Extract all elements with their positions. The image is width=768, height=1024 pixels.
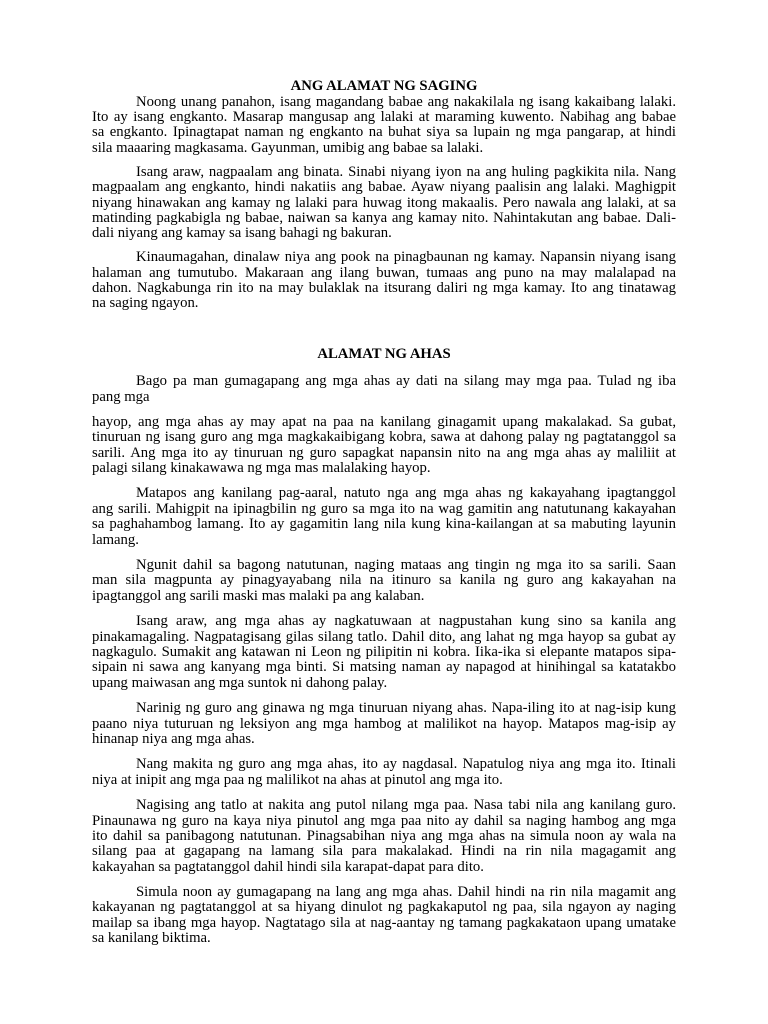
text-line: pinakamagaling. Nagpatagisang gilas silang tatlo. Dahil dito, ang lahat ng mga hayop sa gubat ay: [92, 628, 676, 645]
text-line: sila maaaring magkasama. Gayunman, umibig ang babae sa lalaki.: [92, 139, 484, 156]
text-line: Isang araw, nagpaalam ang binata. Sinabi niyang iyon na ang huling pagkikita nila. Nang: [136, 163, 676, 180]
story-section-saging: [92, 79, 676, 311]
text-line: silang paa at gagapang na lamang sila para makalakad. Hindi na rin nila magagamit ang: [92, 843, 676, 860]
document-body: [92, 79, 676, 946]
story-section-ahas: [92, 347, 676, 946]
text-line: Ngunit dahil sa bagong natutunan, naging mataas ang tingin ng mga ito sa sarili. Saan: [136, 557, 676, 574]
text-line: Narinig ng guro ang ginawa ng mga tinuruan niyang ahas. Napa-iling ito at nag-isip kung: [136, 700, 676, 717]
text-line: sa paghahambog lamang. Ito ay gagamitin lang nila kung kina-kailangan at sa mabuting layunin: [92, 516, 676, 533]
text-line: sa engkanto. Ipinagtapat naman ng engkanto na buhat siya sa lupain ng mga pangarap, at hindi: [92, 124, 676, 141]
text-line: magpaalam ang engkanto, hindi nakatiis ang babae. Ayaw niyang paalisin ang lalaki. Maghigpit: [92, 179, 676, 196]
text-line: niya at inipit ang mga paa ng malilikot na ahas at pinutol ang mga ito.: [92, 771, 503, 788]
text-line: na saging ngayon.: [92, 295, 199, 312]
text-line: Pinaunawa ng guro na kaya niya pinutol ang mga paa nito ay dahil sa naging hambog ang mga: [92, 812, 676, 829]
text-line: niyang hinawakan ang kamay ng lalaki para huwag itong makaalis. Pero nawala ang lalaki, at sa: [92, 194, 676, 211]
text-line: upang maiwasan ang mga suntok ni dahong palay.: [92, 674, 388, 691]
text-line: pang mga: [92, 388, 150, 405]
text-line: Isang araw, ang mga ahas ay nagkatuwaan at nagpustahan kung sino sa kanila ang: [136, 613, 676, 630]
text-line: hinanap niya ang mga ahas.: [92, 730, 255, 747]
paragraph: [92, 95, 676, 157]
text-line: hayop, ang mga ahas ay may apat na paa na kanilang ginagamit upang makalakad. Sa gubat,: [92, 413, 676, 430]
paragraph: [92, 798, 676, 875]
text-line: dali niyang ang kamay sa isang bahagi ng bakuran.: [92, 225, 392, 242]
story-title: ALAMAT NG AHAS: [317, 346, 451, 363]
paragraph: [92, 374, 676, 405]
text-line: mailap sa ibang mga hayop. Nagtatago sila at nag-aantay ng tamang pagkakataon upang umatake: [92, 914, 676, 931]
text-line: Nagising ang tatlo at nakita ang putol nilang mga paa. Nasa tabi nila ang kanilang guro.: [136, 797, 676, 814]
text-line: sarili. Ang mga ito ay tinuruan ng guro sapagkat napansin nito na ang mga ahas ay maliliit at: [92, 444, 676, 461]
text-line: Noong unang panahon, isang magandang babae ang nakakilala ng isang kakaibang lalaki.: [136, 93, 676, 110]
text-line: lamang.: [92, 531, 139, 548]
paragraph: [92, 885, 676, 947]
paragraph: [92, 558, 676, 604]
text-line: ipagtanggol ang sarili maski mas malaki pa ang kalaban.: [92, 587, 425, 604]
text-line: sipain ni sawa ang kanyang mga binti. Si matsing naman ay napagod at hinihingal sa katatakbo: [92, 659, 676, 676]
text-line: palagi silang kinakawawa ng mga mas malalaking hayop.: [92, 460, 431, 477]
text-line: kakayanan ng pagtatanggol at sa hiyang dinulot ng pagkakaputol ng paa, sila ngayon ay naging: [92, 899, 676, 916]
text-line: ito dahil sa panibagong natutunan. Pinagsabihan niya ang mga ahas na simula noon ay wala na: [92, 827, 676, 844]
text-line: Bago pa man gumagapang ang mga ahas ay dati na silang may mga paa. Tulad ng iba: [136, 373, 676, 390]
text-line: Kinaumagahan, dinalaw niya ang pook na pinagbaunan ng kamay. Napansin niyang isang: [136, 249, 676, 266]
text-line: Simula noon ay gumagapang na lang ang mga ahas. Dahil hindi na rin nila magamit ang: [136, 884, 676, 901]
paragraph: [92, 415, 676, 477]
text-line: man sila magpunta ay pinagyayabang nila na itinuro sa kanila ng guro ang kakayahan na: [92, 572, 676, 589]
text-line: matinding pagkabigla ng babae, naiwan sa kanya ang kamay nito. Nahintakutan ang babae. Dali-: [92, 209, 676, 226]
paragraph: [92, 250, 676, 312]
paragraph: [92, 486, 676, 548]
text-line: Matapos ang kanilang pag-aaral, natuto nga ang mga ahas ng kakayahang ipagtanggol: [136, 485, 676, 502]
text-line: halaman ang tumutubo. Makaraan ang ilang buwan, tumaas ang puno na may malalapad na: [92, 264, 676, 281]
text-line: dahon. Nagkabunga rin ito na may bulaklak na itsurang daliri ng mga kamay. Ito ang tinatawag: [92, 279, 676, 296]
paragraph: [92, 614, 676, 691]
text-line: kakayahan sa pagtatanggol dahil hindi sila karapat-dapat para dito.: [92, 858, 484, 875]
text-line: ang sarili. Mahigpit na ipinagbilin ng guro sa mga ito na wag gamitin ang natutunang kakayahan: [92, 500, 676, 517]
paragraph: [92, 757, 676, 788]
text-line: sa kanilang biktima.: [92, 930, 211, 947]
paragraph: [92, 165, 676, 242]
text-line: paano niya tuturuan ng leksiyon ang mga hambog at malilikot na hayop. Matapos mag-isip ay: [92, 715, 676, 732]
text-line: nagkagulo. Sumakit ang katawan ni Leon ng pilipitin ni kobra. Iika-ika si elepante matapos sipa-: [92, 644, 676, 660]
text-line: Nang makita ng guro ang mga ahas, ito ay nagdasal. Napatulog niya ang mga ito. Itinali: [136, 756, 676, 773]
story-title: ANG ALAMAT NG SAGING: [290, 78, 478, 95]
paragraph: [92, 701, 676, 747]
text-line: Ito ay isang engkanto. Masarap mangusap ang lalaki at maraming kuwento. Nabihag ang babae: [92, 109, 676, 126]
text-line: tinuruan ng isang guro ang mga magkakaibigang kobra, sawa at dahong palay ng pagtatanggol sa: [92, 429, 676, 446]
